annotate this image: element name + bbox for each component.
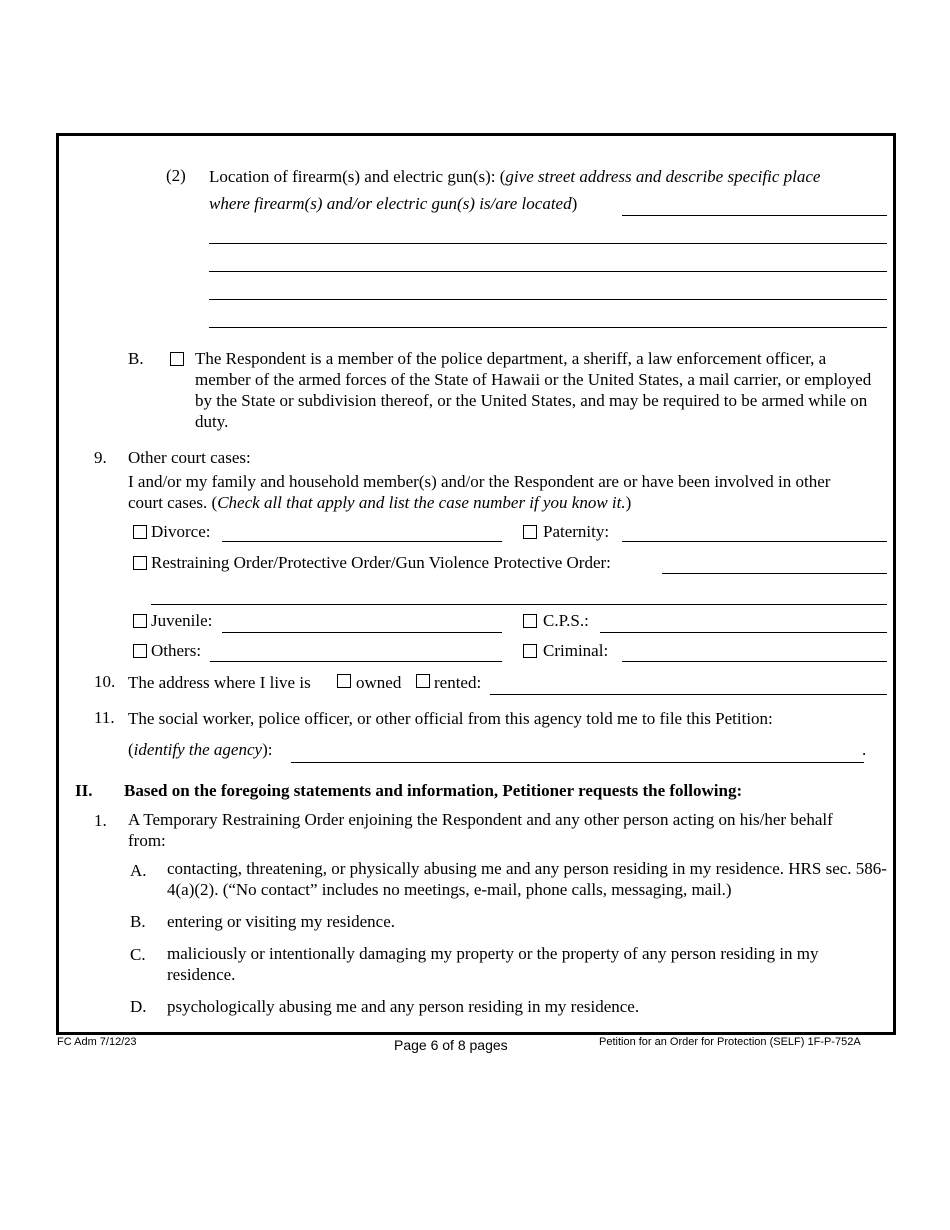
- rented-label: rented:: [434, 673, 482, 692]
- criminal-checkbox[interactable]: [523, 644, 537, 658]
- paternity-checkbox[interactable]: [523, 525, 537, 539]
- item-9-title: Other court cases:: [128, 448, 251, 467]
- others-case-field[interactable]: [210, 661, 502, 662]
- criminal-case-field[interactable]: [622, 661, 887, 662]
- item-10-number: 10.: [94, 672, 116, 691]
- cps-label: C.P.S.:: [543, 611, 589, 630]
- address-field[interactable]: [490, 694, 887, 695]
- restraining-order-checkbox[interactable]: [133, 556, 147, 570]
- firearm-location-field-2[interactable]: [209, 243, 887, 244]
- restraining-order-label: Restraining Order/Protective Order/Gun Violence Protective Order:: [151, 553, 611, 572]
- cps-checkbox[interactable]: [523, 614, 537, 628]
- request-1-a-text: contacting, threatening, or physically abusing me and any person residing in my residence. HRS sec. 586-4(a)(2). (“No contact” includes no meetings, e-mail, phone calls, messaging, mail.): [167, 859, 887, 899]
- item-9-text-line1: I and/or my family and household member(s) and/or the Respondent are or have been involved in other: [128, 472, 831, 491]
- footer-page-number: Page 6 of 8 pages: [394, 1037, 508, 1053]
- juvenile-case-field[interactable]: [222, 632, 502, 633]
- identify-agency-label: (identify the agency):: [128, 740, 273, 759]
- agency-period: .: [862, 740, 867, 759]
- owned-checkbox[interactable]: [337, 674, 351, 688]
- divorce-checkbox[interactable]: [133, 525, 147, 539]
- cps-case-field[interactable]: [600, 632, 887, 633]
- item-8a2-line1: Location of firearm(s) and electric gun(s): (give street address and describe specific place: [209, 167, 821, 186]
- section-ii-numeral: II.: [75, 781, 93, 800]
- request-1-d-text: psychologically abusing me and any person residing in my residence.: [167, 997, 640, 1016]
- item-8a2-line2: where firearm(s) and/or electric gun(s) is/are located): [209, 194, 578, 213]
- request-1-c-letter: C.: [130, 945, 146, 964]
- item-11-text: The social worker, police officer, or other official from this agency told me to file this Petition:: [128, 709, 773, 728]
- request-1-text: A Temporary Restraining Order enjoining the Respondent and any other person acting on his/her behalf from:: [128, 810, 833, 850]
- juvenile-label: Juvenile:: [151, 611, 213, 630]
- footer-form-title: Petition for an Order for Protection (SELF) 1F-P-752A: [599, 1036, 861, 1048]
- footer-form-revision: FC Adm 7/12/23: [57, 1036, 137, 1048]
- owned-label: owned: [356, 673, 402, 692]
- others-label: Others:: [151, 641, 202, 660]
- item-9-number: 9.: [94, 448, 107, 467]
- request-1-b-letter: B.: [130, 912, 146, 931]
- item-9-text-line2: court cases. (Check all that apply and list the case number if you know it.): [128, 493, 632, 512]
- criminal-label: Criminal:: [543, 641, 609, 660]
- item-8b-text: The Respondent is a member of the police department, a sheriff, a law enforcement officer, a member of the armed forces of the State of Hawaii or the United States, a mail carrier, or employed by the State or subdivision thereof, or the United States, and may be required to be armed while on duty.: [195, 349, 872, 431]
- respondent-armed-checkbox[interactable]: [170, 352, 184, 366]
- request-1-number: 1.: [94, 811, 107, 830]
- item-8b-letter: B.: [128, 349, 144, 368]
- paternity-case-field[interactable]: [622, 541, 887, 542]
- firearm-location-field-1[interactable]: [622, 215, 887, 216]
- request-1-b-text: entering or visiting my residence.: [167, 912, 396, 931]
- rented-checkbox[interactable]: [416, 674, 430, 688]
- request-1-c-text: maliciously or intentionally damaging my property or the property of any person residing in my residence.: [167, 944, 819, 984]
- restraining-order-case-field-1[interactable]: [662, 573, 887, 574]
- divorce-case-field[interactable]: [222, 541, 502, 542]
- firearm-location-field-5[interactable]: [209, 327, 887, 328]
- firearm-location-field-3[interactable]: [209, 271, 887, 272]
- paternity-label: Paternity:: [543, 522, 610, 541]
- restraining-order-case-field-2[interactable]: [151, 604, 887, 605]
- juvenile-checkbox[interactable]: [133, 614, 147, 628]
- firearm-location-field-4[interactable]: [209, 299, 887, 300]
- agency-field[interactable]: [291, 762, 864, 763]
- others-checkbox[interactable]: [133, 644, 147, 658]
- item-10-text: The address where I live is: [128, 673, 311, 692]
- item-8a2-number: (2): [166, 166, 186, 185]
- section-ii-heading: Based on the foregoing statements and information, Petitioner requests the following:: [124, 781, 743, 800]
- divorce-label: Divorce:: [151, 522, 211, 541]
- request-1-a-letter: A.: [130, 861, 147, 880]
- request-1-d-letter: D.: [130, 997, 147, 1016]
- item-11-number: 11.: [94, 708, 115, 727]
